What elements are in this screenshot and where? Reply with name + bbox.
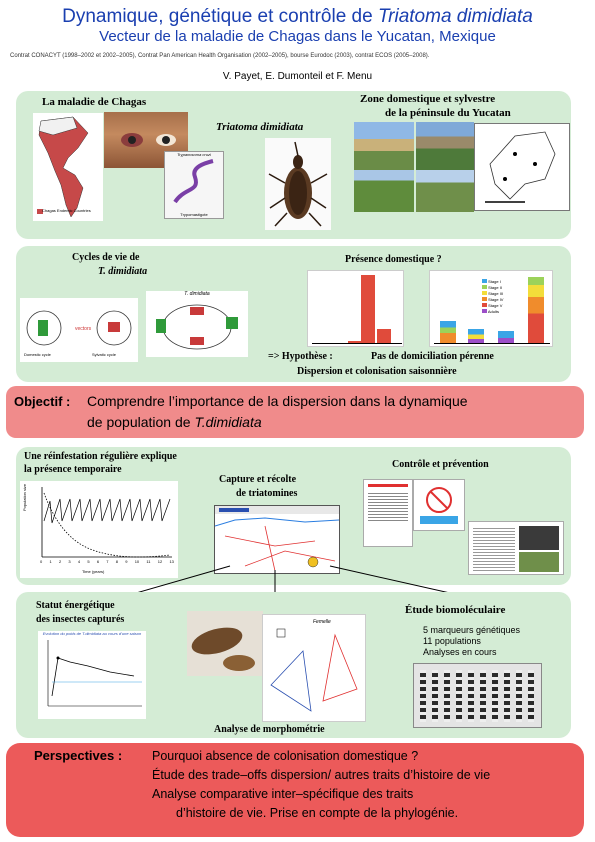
x-tick-3: 3	[68, 559, 71, 564]
house-photo	[354, 122, 414, 170]
x-tick-1: 1	[49, 559, 52, 564]
capture-title-line2: de triatomines	[236, 488, 298, 499]
presence-bar-3	[377, 329, 391, 343]
hypothesis-text-2: Dispersion et colonisation saisonnière	[297, 366, 457, 377]
stacked-bar-chart-axis	[434, 343, 550, 344]
x-tick-12: 12	[157, 559, 163, 564]
objective-line2-text: de population de	[87, 414, 195, 430]
triatoma-title: Triatoma dimidiata	[216, 121, 304, 133]
bio-title: Étude biomoléculaire	[405, 604, 506, 616]
zone-title-line1: Zone domestique et sylvestre	[360, 93, 496, 105]
trypanosome-caption-bottom: Trypomastigote	[180, 212, 208, 217]
legend-stage-1-label: Stage I	[488, 279, 501, 284]
poster-subtitle: Vecteur de la maladie de Chagas dans le Yucatan, Mexique	[99, 28, 496, 45]
svg-text:vectors: vectors	[75, 326, 92, 332]
perspective-line-4: d’histoire de vie. Prise en compte de la phylogénie.	[176, 806, 459, 820]
legend-adults	[482, 309, 503, 315]
stages-legend	[482, 279, 503, 315]
forest-photo	[354, 170, 414, 212]
objective-line2	[87, 414, 262, 430]
control-leaflet-1	[363, 479, 413, 547]
legend-stage-2-label: Stage II	[488, 285, 502, 290]
x-tick-2: 2	[58, 559, 62, 564]
presence-title: Présence domestique ?	[345, 254, 442, 265]
trypanosome-micrograph	[164, 151, 224, 219]
legend-stage-3-label: Stage III	[488, 291, 504, 296]
poster-title	[0, 6, 595, 28]
field-photo	[416, 170, 474, 212]
cycle-label-sylvatic: Sylvatic cycle	[92, 352, 117, 357]
cycles-title-line1: Cycles de vie de	[72, 252, 140, 263]
gel-lane	[528, 670, 534, 722]
authors-line: V. Payet, E. Dumonteil et F. Menu	[222, 71, 373, 82]
statut-title-line1: Statut énergétique	[36, 600, 115, 611]
gel-lane	[444, 670, 450, 722]
cycle2-title: T. dimidiata	[184, 291, 210, 297]
population-chart-xlabel: Time (years)	[82, 569, 105, 574]
morpho-female-label: Femelle	[313, 619, 331, 625]
legend-stage-5-label: Stage V	[488, 303, 503, 308]
x-tick-10: 10	[134, 559, 140, 564]
bio-details	[423, 625, 520, 658]
gel-lane	[516, 670, 522, 722]
gel-lane	[468, 670, 474, 722]
bio-line-status: Analyses en cours	[423, 647, 497, 657]
map-legend: Chagas Endemic Countries	[42, 208, 91, 213]
weight-evolution-chart	[38, 631, 146, 719]
hypothesis-text-1: Pas de domiciliation pérenne	[371, 351, 494, 362]
gel-lane	[492, 670, 498, 722]
legend-adults-label: Adults	[487, 309, 500, 314]
stacked-bar-1	[440, 321, 456, 343]
yucatan-map	[474, 123, 570, 211]
objective-label: Objectif :	[14, 394, 71, 409]
x-tick-7: 7	[106, 559, 109, 564]
morphometry-diagram	[262, 614, 366, 722]
stacked-bar-3	[498, 331, 514, 343]
stacked-bar-2	[468, 329, 484, 343]
transmission-cycle-diagram	[146, 291, 248, 357]
weight-chart-title: Evolution du poids de T.dimidiata au cours d'une saison	[42, 631, 142, 636]
legend-stage-4-label: Stage IV	[488, 297, 504, 302]
perspectives-label: Perspectives :	[34, 748, 123, 763]
stacked-bar-4	[528, 277, 544, 343]
zone-title-line2: de la péninsule du Yucatan	[385, 107, 511, 119]
bio-line-populations: 11 populations	[423, 636, 481, 646]
x-tick-5: 5	[87, 559, 90, 564]
perspective-line-2: Étude des trade–offs dispersion/ autres traits d’histoire de vie	[152, 768, 491, 782]
americas-map-image	[33, 113, 103, 221]
cycle-label-domestic: Domestic cycle	[24, 352, 51, 357]
x-tick-13: 13	[169, 559, 174, 564]
cycles-title-line2: T. dimidiata	[98, 266, 148, 277]
funding-line: Contrat CONACYT (1998–2002 et 2002–2005), Contrat Pan American Health Organisation (2002–2005), bourse Eurodoc (2003), contrat ECOS (2005–2008).	[10, 53, 430, 59]
x-tick-6: 6	[96, 559, 100, 564]
village-photo	[416, 122, 474, 170]
gel-lane	[420, 670, 426, 722]
electrophoresis-gel-image	[413, 663, 542, 728]
title-species-text: Triatoma dimidiata	[377, 6, 533, 27]
capture-title-line1: Capture et récolte	[219, 474, 297, 485]
statut-title-line2: des insectes capturés	[36, 614, 125, 625]
presence-bar-chart	[307, 270, 404, 347]
perspective-line-1: Pourquoi absence de colonisation domestique ?	[152, 749, 419, 763]
x-tick-0: 0	[40, 559, 43, 564]
x-tick-8: 8	[115, 559, 118, 564]
stages-stacked-bar-chart	[429, 270, 553, 347]
population-chart-ylabel: Population size	[22, 483, 27, 511]
morphometry-photo	[187, 611, 263, 676]
control-title: Contrôle et prévention	[392, 459, 489, 470]
control-leaflet-2	[413, 479, 465, 531]
gel-lane	[504, 670, 510, 722]
x-tick-4: 4	[77, 559, 81, 564]
reinfest-title-line2: la présence temporaire	[24, 464, 122, 475]
gel-lane	[456, 670, 462, 722]
chagas-title: La maladie de Chagas	[42, 96, 147, 108]
bio-line-markers: 5 marqueurs génétiques	[423, 625, 521, 635]
triatoma-insect-photo	[265, 138, 331, 230]
x-tick-9: 9	[125, 559, 128, 564]
objective-line1: Comprendre l’importance de la dispersion dans la dynamique	[87, 393, 468, 409]
reinfest-title-line1: Une réinfestation régulière explique	[24, 451, 177, 462]
objective-species-text: T.dimidiata	[194, 414, 262, 430]
gel-lane	[432, 670, 438, 722]
x-tick-11: 11	[146, 559, 151, 564]
morpho-title: Analyse de morphométrie	[214, 724, 325, 735]
trypanosome-caption-top: Trypanosoma cruzi	[177, 152, 211, 157]
presence-bar-chart-axis	[312, 343, 402, 344]
hypothesis-label: => Hypothèse :	[268, 351, 333, 362]
title-main-text: Dynamique, génétique et contrôle de	[62, 6, 378, 27]
presence-bar-2	[361, 275, 375, 343]
perspective-line-3: Analyse comparative inter–spécifique des traits	[152, 787, 414, 801]
gel-lane	[480, 670, 486, 722]
